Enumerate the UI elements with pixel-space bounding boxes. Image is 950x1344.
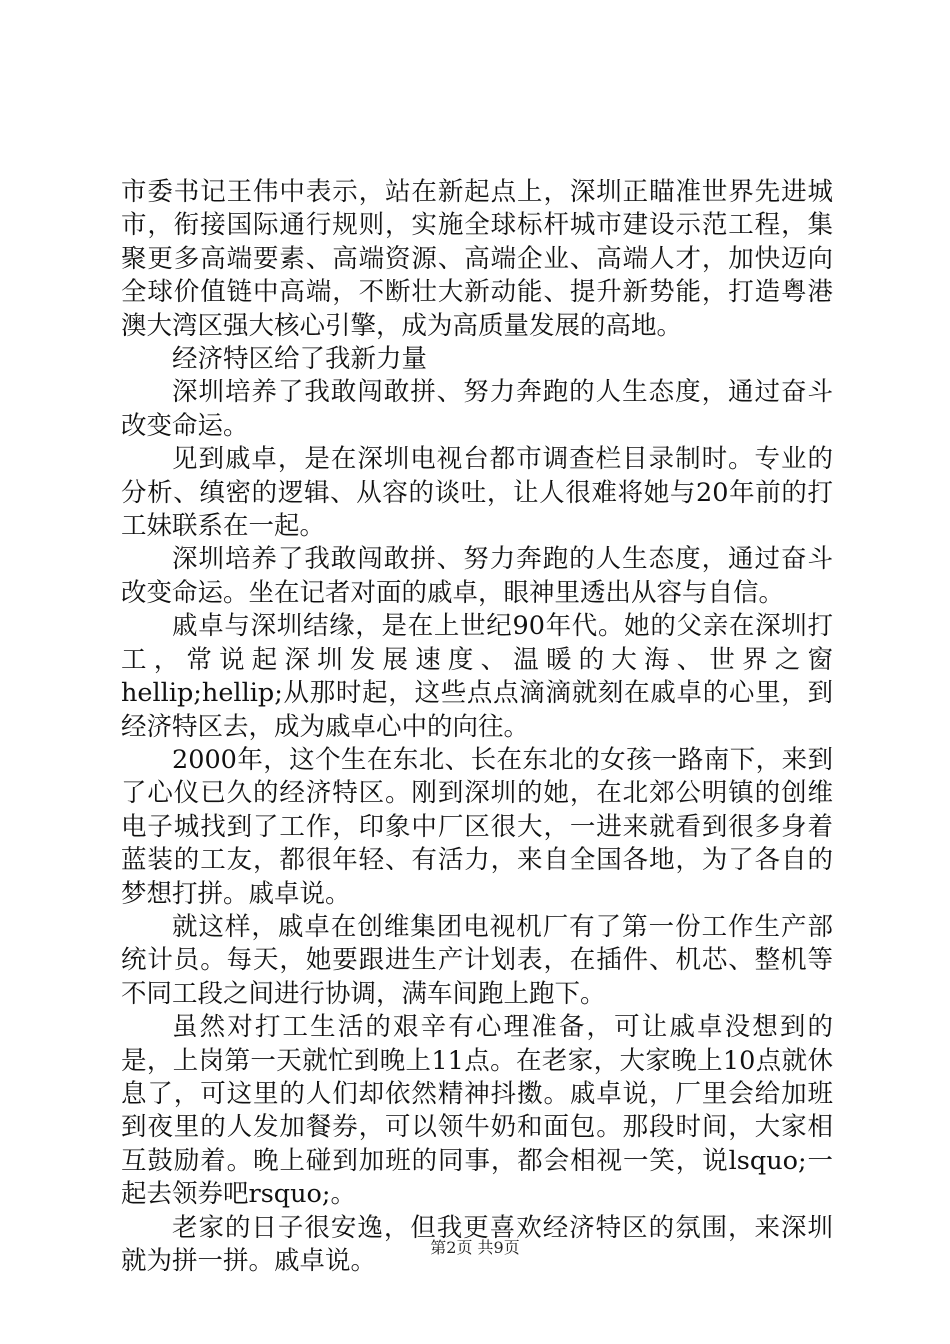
paragraph-first-job: 就这样，戚卓在创维集团电视机厂有了第一份工作生产部统计员。每天，她要跟进生产计划表，在插件、机芯、整机等不同工段之间进行协调，满车间跑上跑下。 xyxy=(121,911,833,1009)
page-number-footer: 第2页 共9页 xyxy=(430,1238,520,1257)
paragraph-overtime: 虽然对打工生活的艰辛有心理准备，可让戚卓没想到的是，上岗第一天就忙到晚上11点。在老家，大家晚上10点就休息了，可这里的人们却依然精神抖擞。戚卓说，厂里会给加班到夜里的人发加餐券，可以领牛奶和面包。那段时间，大家相互鼓励着。晚上碰到加班的同事，都会相视一笑，说lsquo;一起去领券吧rsquo;。 xyxy=(121,1012,833,1210)
paragraph-closing-quote: 老家的日子很安逸，但我更喜欢经济特区的氛围，来深圳就为拼一拼。戚卓说。 xyxy=(121,1212,833,1276)
section-heading: 经济特区给了我新力量 xyxy=(172,344,428,375)
paragraph-meeting-qi-zhuo: 见到戚卓，是在深圳电视台都市调查栏目录制时。专业的分析、缜密的逻辑、从容的谈吐，让人很难将她与20年前的打工妹联系在一起。 xyxy=(121,444,833,542)
paragraph-party-secretary-statement: 市委书记王伟中表示，站在新起点上，深圳正瞄准世界先进城市，衔接国际通行规则，实施全球标杆城市建设示范工程，集聚更多高端要素、高端资源、高端企业、高端人才，加快迈向全球价值链中高端，不断壮大新动能、提升新势能，打造粤港澳大湾区强大核心引擎，成为高质量发展的高地。 xyxy=(121,177,833,341)
paragraph-arrival-2000: 2000年，这个生在东北、长在东北的女孩一路南下，来到了心仪已久的经济特区。刚到深圳的她，在北郊公明镇的创维电子城找到了工作，印象中厂区很大，一进来就看到很多身着蓝装的工友，都很年轻、有活力，来自全国各地，为了各自的梦想打拼。戚卓说。 xyxy=(121,744,833,909)
paragraph-quote-attitude: 深圳培养了我敢闯敢拼、努力奔跑的人生态度，通过奋斗改变命运。 xyxy=(121,377,833,441)
paragraph-connection-90s: 戚卓与深圳结缘，是在上世纪90年代。她的父亲在深圳打工，常说起深圳发展速度、温暖的大海、世界之窗hellip;hellip;从那时起，这些点点滴滴就刻在戚卓的心里，到经济特区去，成为戚卓心中的向往。 xyxy=(121,611,833,742)
paragraph-quote-confidence: 深圳培养了我敢闯敢拼、努力奔跑的人生态度，通过奋斗改变命运。坐在记者对面的戚卓，眼神里透出从容与自信。 xyxy=(121,544,833,608)
document-body xyxy=(121,176,833,1278)
